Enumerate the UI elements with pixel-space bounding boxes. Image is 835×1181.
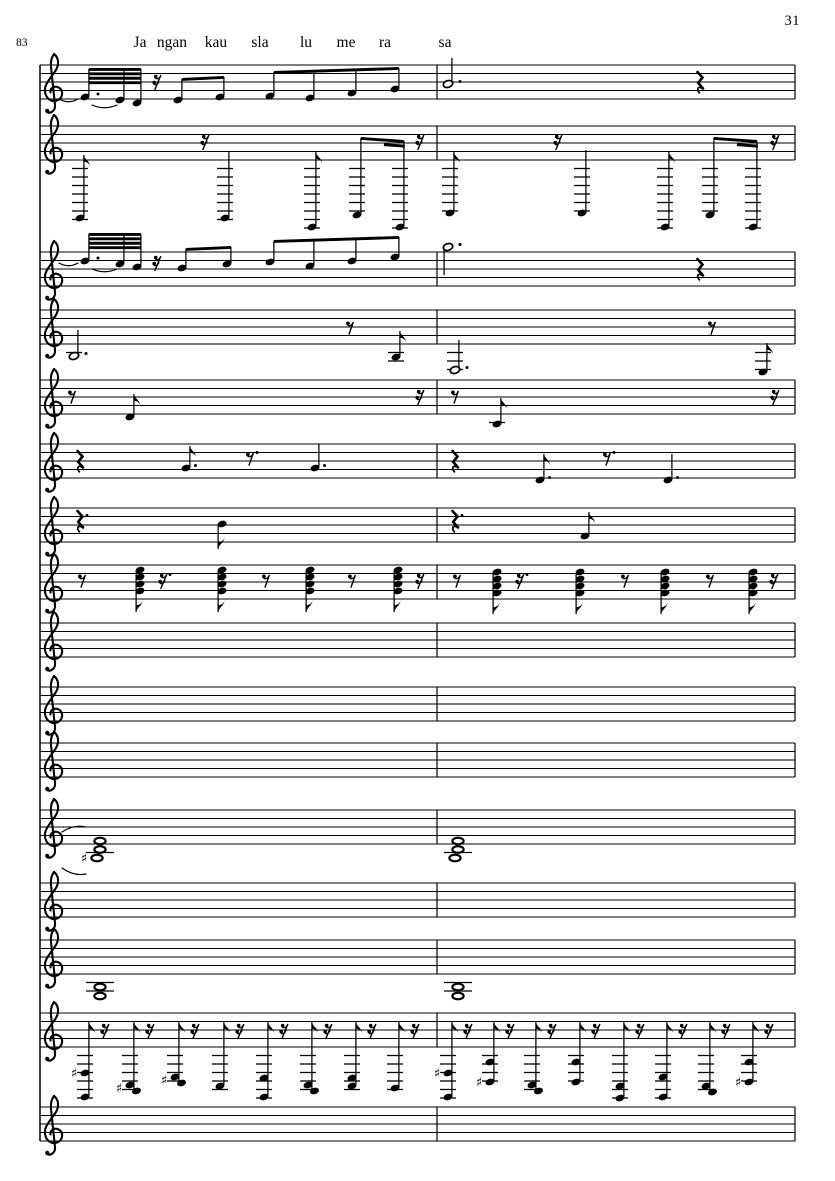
lyric-syllable: kau (204, 34, 228, 51)
staff-12 (40, 799, 795, 875)
staff-7 (40, 497, 795, 556)
staff-3 (40, 233, 795, 300)
lyric-syllable: sla (251, 34, 269, 51)
treble-clef-icon (45, 54, 62, 113)
page-number: 31 (784, 13, 800, 29)
staff-13 (40, 872, 795, 931)
staff-8 (40, 554, 795, 614)
treble-clef-icon (45, 241, 62, 300)
staff-11 (40, 732, 795, 791)
staff-1 (40, 54, 795, 113)
staff-5 (40, 369, 795, 428)
lyric-syllable: me (336, 34, 356, 51)
treble-clef-icon (45, 676, 62, 735)
sharp-accidental: ♯ (734, 1075, 742, 1091)
treble-clef-icon (45, 929, 62, 988)
treble-clef-icon (45, 554, 62, 613)
lyric-syllable: ra (378, 34, 392, 51)
treble-clef-icon (45, 115, 62, 174)
staff-10 (40, 676, 795, 735)
treble-clef-icon (45, 299, 62, 358)
staff-15 (40, 1002, 795, 1102)
sharp-accidental: ♯ (80, 851, 88, 867)
treble-clef-icon (45, 1096, 62, 1155)
staff-2 (40, 115, 795, 231)
sharp-accidental: ♯ (160, 1073, 168, 1089)
lyric-syllable: Ja (133, 34, 147, 51)
treble-clef-icon (45, 369, 62, 428)
lyric-syllable: ngan (156, 34, 188, 51)
staff-6 (40, 433, 795, 492)
lyric-syllable: sa (438, 34, 452, 51)
treble-clef-icon (45, 872, 62, 931)
sharp-accidental: ♯ (475, 1075, 483, 1091)
treble-clef-icon (45, 612, 62, 671)
treble-clef-icon (45, 732, 62, 791)
staff-4 (40, 299, 795, 376)
measure-number: 83 (16, 37, 28, 49)
treble-clef-icon (45, 1002, 62, 1061)
treble-clef-icon (45, 433, 62, 492)
treble-clef-icon (45, 497, 62, 556)
sharp-accidental: ♯ (115, 1081, 123, 1097)
staff-16 (40, 1096, 795, 1155)
staff-14 (40, 929, 795, 999)
lyric-syllable: lu (299, 34, 313, 51)
staff-9 (40, 612, 795, 671)
sharp-accidental: ♯ (433, 1066, 441, 1082)
treble-clef-icon (45, 799, 62, 858)
sharp-accidental: ♯ (70, 1066, 78, 1082)
